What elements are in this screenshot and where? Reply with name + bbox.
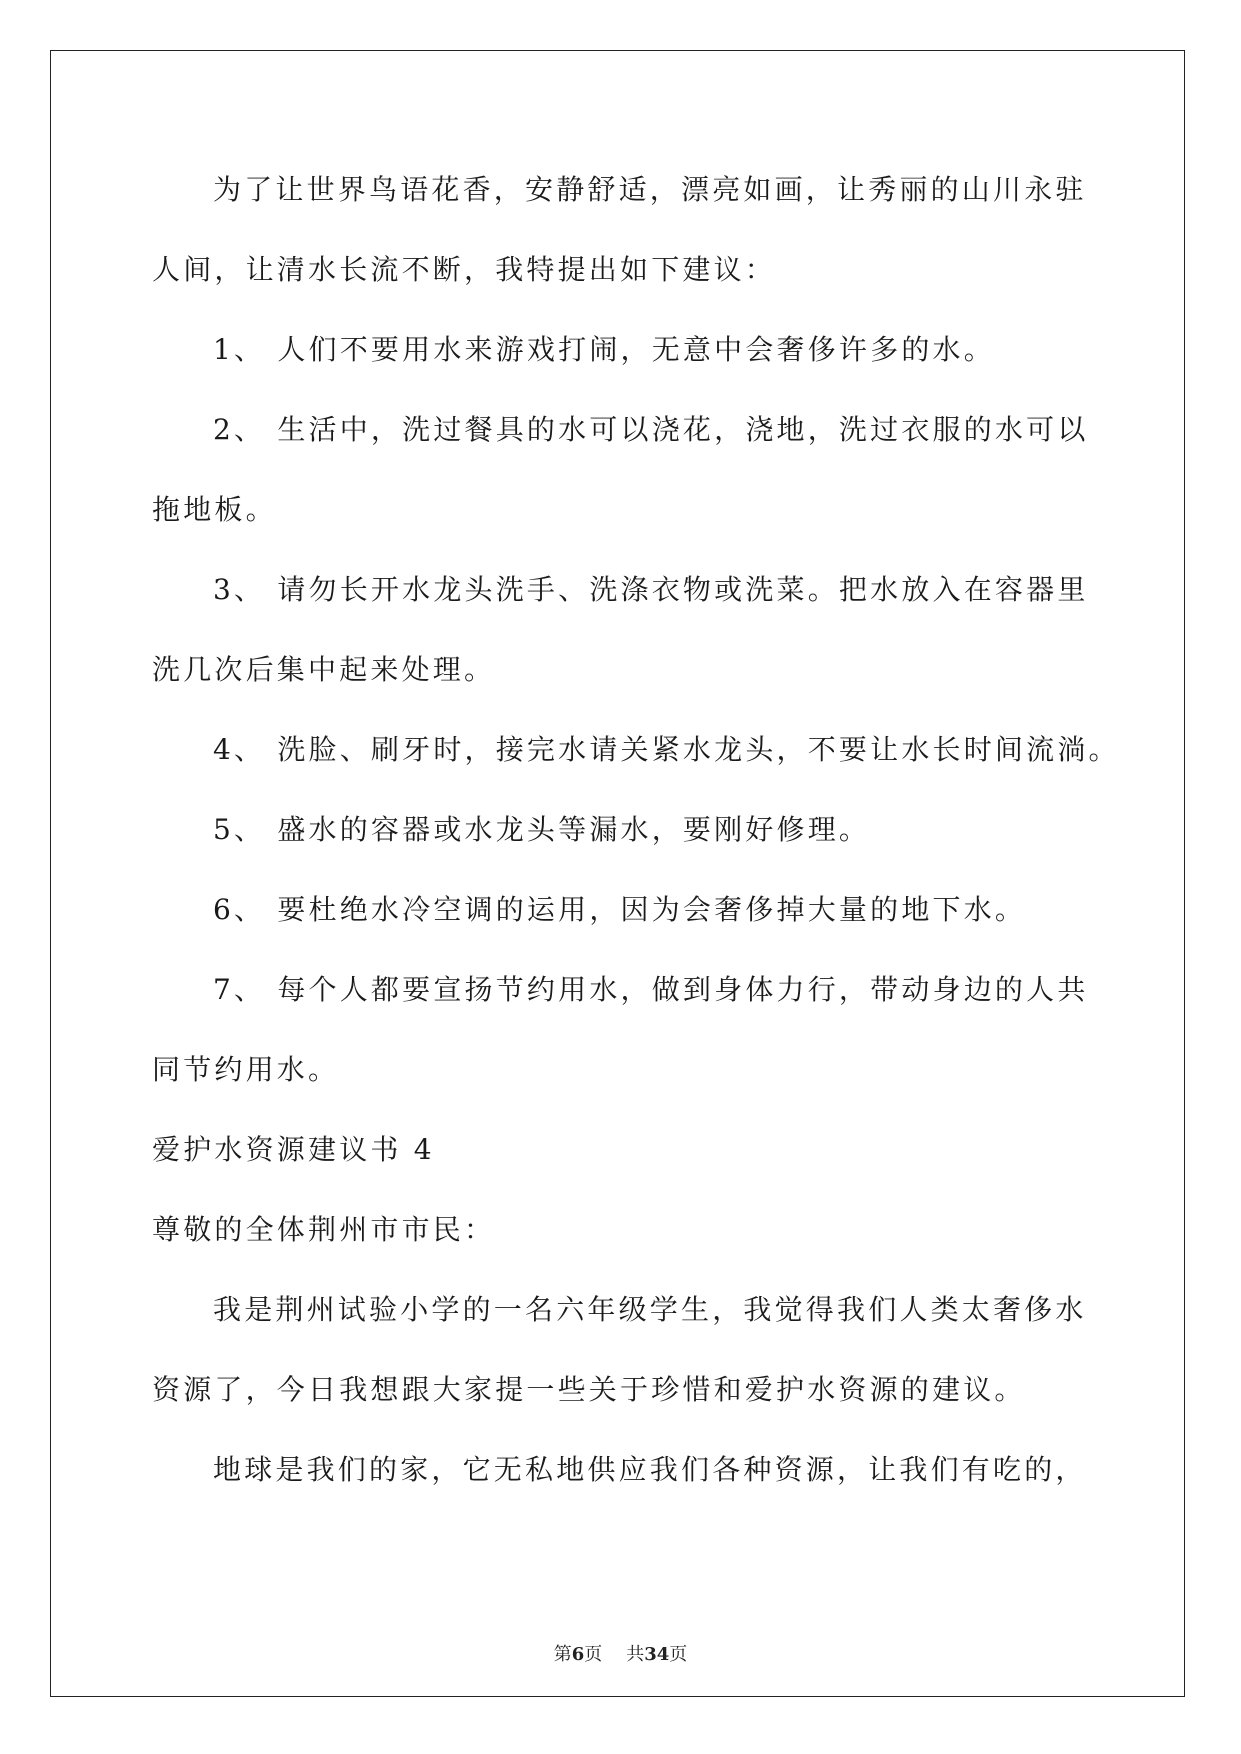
paragraph-line: 资源了，今日我想跟大家提一些关于珍惜和爱护水资源的建议。	[152, 1373, 1026, 1406]
list-item-2: 2、 生活中，洗过餐具的水可以浇花，浇地，洗过衣服的水可以	[213, 413, 1089, 446]
list-item-1: 1、 人们不要用水来游戏打闹，无意中会奢侈许多的水。	[213, 333, 995, 366]
footer-total-pages: 34	[644, 1644, 670, 1665]
list-item-4: 4、 洗脸、刷牙时，接完水请关紧水龙头，不要让水长时间流淌。	[213, 733, 1120, 766]
page-footer	[0, 1640, 1241, 1666]
paragraph-line: 地球是我们的家，它无私地供应我们各种资源，让我们有吃的，	[213, 1453, 1087, 1486]
list-item-7-continued: 同节约用水。	[152, 1053, 340, 1086]
footer-page-number: 6	[571, 1644, 585, 1665]
list-item-7: 7、 每个人都要宣扬节约用水，做到身体力行，带动身边的人共	[213, 973, 1089, 1006]
list-item-2-continued: 拖地板。	[152, 493, 277, 526]
paragraph-line: 我是荆州试验小学的一名六年级学生，我觉得我们人类太奢侈水	[213, 1293, 1087, 1326]
list-item-6: 6、 要杜绝水冷空调的运用，因为会奢侈掉大量的地下水。	[213, 893, 1027, 926]
footer-page-suffix: 页	[584, 1644, 603, 1665]
list-item-3-continued: 洗几次后集中起来处理。	[152, 653, 496, 686]
salutation: 尊敬的全体荆州市市民：	[152, 1213, 496, 1246]
paragraph-line: 为了让世界鸟语花香，安静舒适，漂亮如画，让秀丽的山川永驻	[213, 173, 1087, 206]
paragraph-line: 人间，让清水长流不断，我特提出如下建议：	[152, 253, 777, 286]
footer-total-prefix: 共	[626, 1644, 645, 1665]
list-item-3: 3、 请勿长开水龙头洗手、洗涤衣物或洗菜。把水放入在容器里	[213, 573, 1089, 606]
list-item-5: 5、 盛水的容器或水龙头等漏水，要刚好修理。	[213, 813, 871, 846]
footer-prefix: 第	[553, 1644, 572, 1665]
footer-total-suffix: 页	[669, 1644, 688, 1665]
section-heading: 爱护水资源建议书 4	[152, 1133, 435, 1166]
